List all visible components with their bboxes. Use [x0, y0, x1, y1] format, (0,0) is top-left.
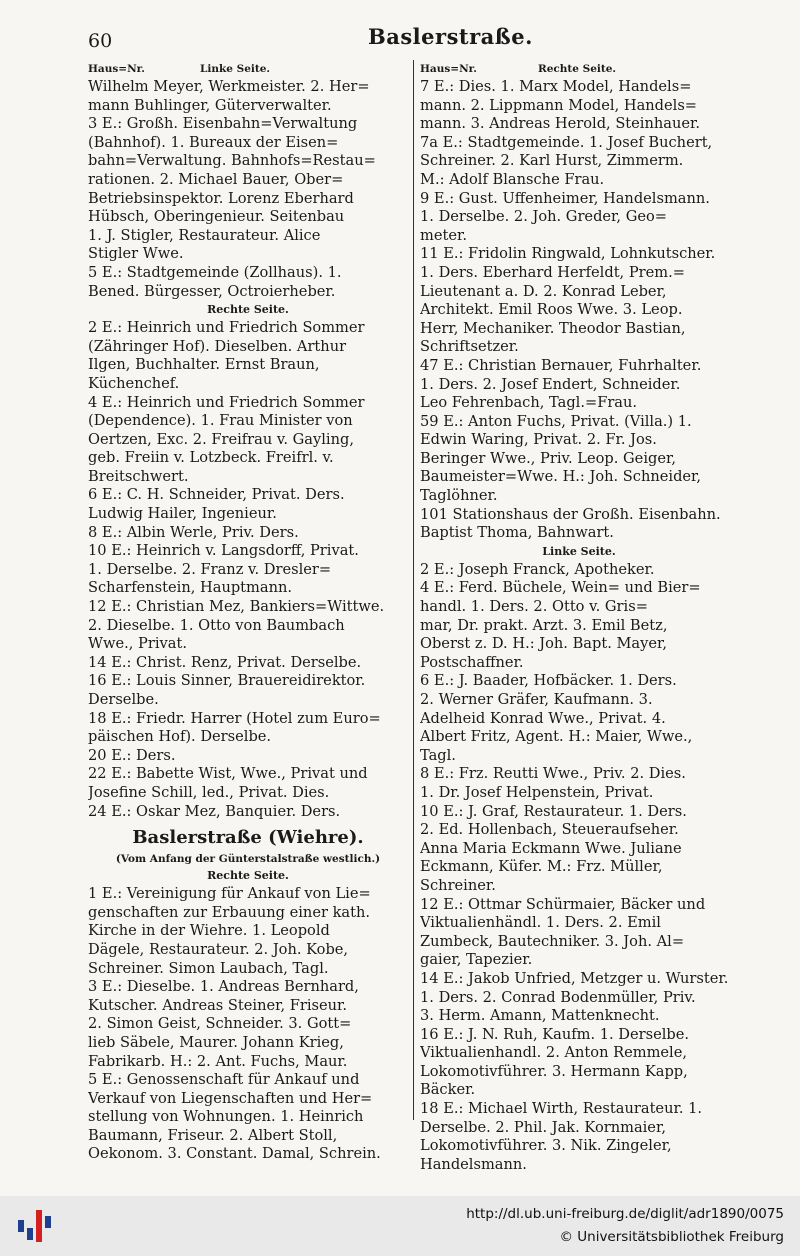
entry-line: (Bahnhof). 1. Bureaux der Eisen=: [88, 133, 339, 151]
entry-line: 2. Ed. Hollenbach, Steueraufseher.: [420, 821, 679, 839]
entry-line: 20 E.: Ders.: [88, 746, 176, 764]
entry-line: Taglöhner.: [420, 487, 498, 505]
entry-line: 22 E.: Babette Wist, Wwe., Privat und: [88, 765, 368, 783]
entry-line: Beringer Wwe., Priv. Leop. Geiger,: [420, 449, 676, 467]
entry-line: mar, Dr. prakt. Arzt. 3. Emil Betz,: [420, 616, 668, 634]
entry-line: 16 E.: J. N. Ruh, Kaufm. 1. Derselbe.: [420, 1025, 690, 1043]
ub-freiburg-logo-icon[interactable]: [18, 1206, 52, 1246]
entry-line: 3 E.: Großh. Eisenbahn=Verwaltung: [88, 115, 358, 133]
entry-line: 6 E.: C. H. Schneider, Privat. Ders.: [88, 486, 345, 504]
entry-line: 3. Herm. Amann, Mattenknecht.: [420, 1007, 660, 1025]
entry-line: Zumbeck, Bautechniker. 3. Joh. Al=: [420, 932, 685, 950]
entry-line: Lieutenant a. D. 2. Konrad Leber,: [420, 282, 667, 300]
entry-line: 2 E.: Joseph Franck, Apotheker.: [420, 560, 655, 578]
entry-line: Hübsch, Oberingenieur. Seitenbau: [88, 208, 345, 226]
entry-line: Baptist Thoma, Bahnwart.: [420, 524, 614, 542]
entry-line: Josefine Schill, led., Privat. Dies.: [88, 783, 330, 801]
entry-line: Breitschwert.: [88, 467, 189, 485]
entry-line: 14 E.: Jakob Unfried, Metzger u. Wurster.: [420, 969, 729, 987]
entry-line: Kirche in der Wiehre. 1. Leopold: [88, 922, 330, 940]
entry-line: 7a E.: Stadtgemeinde. 1. Josef Buchert,: [420, 133, 713, 151]
entry-line: Küchenchef.: [88, 374, 180, 392]
entry-line: Derselbe. 2. Phil. Jak. Kornmaier,: [420, 1118, 666, 1136]
entry-line: 5 E.: Stadtgemeinde (Zollhaus). 1.: [88, 263, 342, 281]
entry-line: genschaften zur Erbauung einer kath.: [88, 903, 371, 921]
entry-line: (Zähringer Hof). Dieselben. Arthur: [88, 337, 347, 355]
entry-line: mann Buhlinger, Güterverwalter.: [88, 96, 332, 114]
document-url-link[interactable]: http://dl.ub.uni-freiburg.de/diglit/adr1890/0075: [466, 1206, 784, 1222]
entry-line: Betriebsinspektor. Lorenz Eberhard: [88, 189, 354, 207]
entry-line: 1. Derselbe. 2. Franz v. Dresler=: [88, 560, 332, 578]
entry-line: Adelheid Konrad Wwe., Privat. 4.: [420, 709, 666, 727]
entry-line: Edwin Waring, Privat. 2. Fr. Jos.: [420, 431, 657, 449]
entry-line: Schreiner. 2. Karl Hurst, Zimmerm.: [420, 152, 684, 170]
entry-line: 12 E.: Ottmar Schürmaier, Bäcker und: [420, 895, 706, 913]
entry-line: Stigler Wwe.: [88, 245, 184, 263]
entry-line: Verkauf von Liegenschaften und Her=: [88, 1089, 373, 1107]
entry-line: Kutscher. Andreas Steiner, Friseur.: [88, 996, 348, 1014]
page-title: Baslerstraße.: [368, 24, 533, 49]
right-column-header: [420, 60, 738, 78]
entry-line: Schreiner. Simon Laubach, Tagl.: [88, 959, 329, 977]
left-subheading: Rechte Seite.: [207, 303, 289, 317]
entry-line: Viktualienhändl. 1. Ders. 2. Emil: [420, 914, 661, 932]
entry-line: M.: Adolf Blansche Frau.: [420, 170, 605, 188]
entry-line: 14 E.: Christ. Renz, Privat. Derselbe.: [88, 653, 362, 671]
entry-line: Oertzen, Exc. 2. Freifrau v. Gayling,: [88, 430, 354, 448]
entry-line: lieb Säbele, Maurer. Johann Krieg,: [88, 1033, 344, 1051]
left-column: [88, 60, 408, 1164]
entry-line: 1 E.: Vereinigung für Ankauf von Lie=: [88, 885, 371, 903]
side-label: Rechte Seite.: [538, 63, 617, 75]
entry-line: 18 E.: Michael Wirth, Restaurateur. 1.: [420, 1100, 703, 1118]
entry-line: Postschaffner.: [420, 653, 524, 671]
entry-line: meter.: [420, 226, 467, 244]
entry-line: 12 E.: Christian Mez, Bankiers=Wittwe.: [88, 598, 385, 616]
section-subheading: Rechte Seite.: [207, 869, 289, 883]
entry-line: 2 E.: Heinrich und Friedrich Sommer: [88, 319, 365, 337]
entry-line: (Dependence). 1. Frau Minister von: [88, 412, 353, 430]
entry-line: Dägele, Restaurateur. 2. Joh. Kobe,: [88, 940, 349, 958]
entry-line: rationen. 2. Michael Bauer, Ober=: [88, 170, 344, 188]
entry-line: Bened. Bürgesser, Octroierheber.: [88, 282, 336, 300]
entry-line: Viktualienhandl. 2. Anton Remmele,: [420, 1044, 687, 1062]
entry-line: 11 E.: Fridolin Ringwald, Lohnkutscher.: [420, 245, 716, 263]
left-entries-a: [88, 78, 408, 301]
entry-line: 24 E.: Oskar Mez, Banquier. Ders.: [88, 802, 341, 820]
house-number-label: Haus=Nr.: [88, 63, 145, 75]
copyright-notice: © Universitätsbibliothek Freiburg: [559, 1229, 784, 1245]
entry-line: gaier, Tapezier.: [420, 951, 533, 969]
entry-line: Handelsmann.: [420, 1155, 527, 1173]
entry-line: 2. Werner Gräfer, Kaufmann. 3.: [420, 691, 653, 708]
entry-line: stellung von Wohnungen. 1. Heinrich: [88, 1108, 364, 1126]
right-entries-b: [420, 561, 738, 1175]
entry-line: Baumann, Friseur. 2. Albert Stoll,: [88, 1126, 338, 1144]
entry-line: 4 E.: Heinrich und Friedrich Sommer: [88, 393, 365, 411]
entry-line: 10 E.: Heinrich v. Langsdorff, Privat.: [88, 542, 359, 560]
entry-line: Albert Fritz, Agent. H.: Maier, Wwe.,: [420, 728, 693, 746]
entry-line: Scharfenstein, Hauptmann.: [88, 579, 293, 597]
entry-line: Oekonom. 3. Constant. Damal, Schrein.: [88, 1145, 381, 1163]
entry-line: geb. Freiin v. Lotzbeck. Freifrl. v.: [88, 449, 334, 467]
entry-line: 6 E.: J. Baader, Hofbäcker. 1. Ders.: [420, 672, 677, 690]
entry-line: päischen Hof). Derselbe.: [88, 728, 272, 746]
entry-line: Bäcker.: [420, 1081, 476, 1099]
section-note: (Vom Anfang der Günterstalstraße westlich.): [115, 853, 381, 866]
entry-line: Anna Maria Eckmann Wwe. Juliane: [420, 839, 682, 857]
section-title: Baslerstraße (Wiehre).: [132, 827, 364, 849]
entry-line: 16 E.: Louis Sinner, Brauereidirektor.: [88, 672, 366, 690]
entry-line: Wilhelm Meyer, Werkmeister. 2. Her=: [88, 78, 370, 95]
right-entries-a: [420, 78, 738, 543]
entry-line: Fabrikarb. H.: 2. Ant. Fuchs, Maur.: [88, 1052, 348, 1070]
entry-line: Eckmann, Küfer. M.: Frz. Müller,: [420, 858, 663, 876]
entry-line: Wwe., Privat.: [88, 635, 187, 653]
entry-line: 7 E.: Dies. 1. Marx Model, Handels=: [420, 78, 692, 95]
entry-line: 1. J. Stigler, Restaurateur. Alice: [88, 226, 321, 244]
entry-line: mann. 2. Lippmann Model, Handels=: [420, 96, 698, 114]
entry-line: 1. Derselbe. 2. Joh. Greder, Geo=: [420, 208, 668, 226]
entry-line: Leo Fehrenbach, Tagl.=Frau.: [420, 394, 638, 412]
column-divider: [413, 60, 414, 1120]
entry-line: 8 E.: Frz. Reutti Wwe., Priv. 2. Dies.: [420, 765, 686, 783]
entry-line: 1. Ders. 2. Josef Endert, Schneider.: [420, 375, 681, 393]
house-number-label: Haus=Nr.: [420, 63, 477, 75]
entry-line: Baumeister=Wwe. H.: Joh. Schneider,: [420, 468, 702, 486]
entry-line: 9 E.: Gust. Uffenheimer, Handelsmann.: [420, 189, 710, 207]
entry-line: 5 E.: Genossenschaft für Ankauf und: [88, 1071, 360, 1089]
entry-line: 1. Dr. Josef Helpenstein, Privat.: [420, 783, 654, 801]
entry-line: mann. 3. Andreas Herold, Steinhauer.: [420, 115, 701, 133]
entry-line: 18 E.: Friedr. Harrer (Hotel zum Euro=: [88, 709, 381, 727]
entry-line: 10 E.: J. Graf, Restaurateur. 1. Ders.: [420, 802, 687, 820]
entry-line: 101 Stationshaus der Großh. Eisenbahn.: [420, 505, 721, 523]
side-label: Linke Seite.: [200, 63, 271, 75]
entry-line: Herr, Mechaniker. Theodor Bastian,: [420, 319, 686, 337]
left-entries-c: [88, 885, 408, 1164]
entry-line: Lokomotivführer. 3. Hermann Kapp,: [420, 1062, 688, 1080]
entry-line: Derselbe.: [88, 691, 159, 708]
entry-line: Lokomotivführer. 3. Nik. Zingeler,: [420, 1137, 672, 1155]
entry-line: 47 E.: Christian Bernauer, Fuhrhalter.: [420, 356, 702, 374]
entry-line: Ludwig Hailer, Ingenieur.: [88, 505, 277, 523]
entry-line: 3 E.: Dieselbe. 1. Andreas Bernhard,: [88, 978, 359, 996]
right-subheading: Linke Seite.: [542, 544, 616, 558]
entry-line: Ilgen, Buchhalter. Ernst Braun,: [88, 356, 320, 374]
entry-line: Oberst z. D. H.: Joh. Bapt. Mayer,: [420, 635, 668, 653]
viewer-footer: [0, 1196, 800, 1256]
left-entries-b: [88, 319, 408, 821]
entry-line: 2. Simon Geist, Schneider. 3. Gott=: [88, 1015, 352, 1033]
right-column: [420, 60, 738, 1174]
entry-line: 1. Ders. 2. Conrad Bodenmüller, Priv.: [420, 988, 696, 1006]
entry-line: 59 E.: Anton Fuchs, Privat. (Villa.) 1.: [420, 412, 692, 430]
entry-line: 8 E.: Albin Werle, Priv. Ders.: [88, 523, 299, 541]
left-column-header: [88, 60, 408, 78]
entry-line: Tagl.: [420, 746, 456, 764]
entry-line: Schriftsetzer.: [420, 338, 519, 356]
entry-line: handl. 1. Ders. 2. Otto v. Gris=: [420, 598, 648, 616]
entry-line: 4 E.: Ferd. Büchele, Wein= und Bier=: [420, 579, 701, 597]
entry-line: 1. Ders. Eberhard Herfeldt, Prem.=: [420, 263, 685, 281]
entry-line: 2. Dieselbe. 1. Otto von Baumbach: [88, 616, 345, 634]
entry-line: Schreiner.: [420, 876, 496, 894]
page-number: 60: [88, 30, 113, 52]
entry-line: bahn=Verwaltung. Bahnhofs=Restau=: [88, 152, 376, 170]
entry-line: Architekt. Emil Roos Wwe. 3. Leop.: [420, 301, 683, 319]
